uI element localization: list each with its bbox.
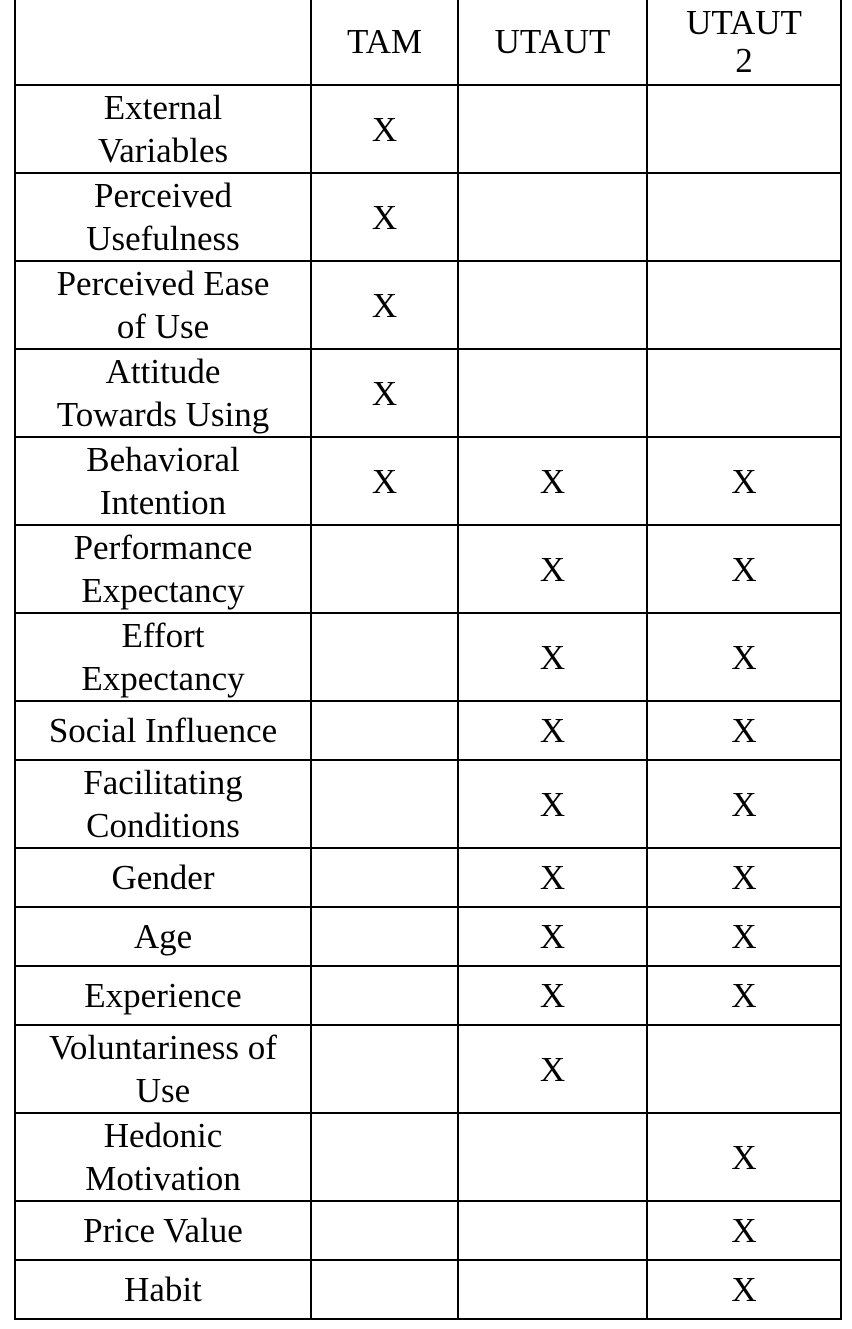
tam-mark-cell: X xyxy=(311,349,458,437)
utaut-mark-cell xyxy=(458,1260,647,1319)
utaut2-mark-cell: X xyxy=(647,613,841,701)
tam-mark-cell xyxy=(311,1201,458,1260)
utaut-mark-cell: X xyxy=(458,701,647,760)
utaut2-mark-cell: X xyxy=(647,701,841,760)
utaut2-mark-cell: X xyxy=(647,907,841,966)
row-label-cell: Experience xyxy=(15,966,311,1025)
table-row xyxy=(15,701,841,760)
row-label-cell: Price Value xyxy=(15,1201,311,1260)
utaut-mark-cell: X xyxy=(458,525,647,613)
table-row xyxy=(15,1113,841,1201)
utaut-mark-cell: X xyxy=(458,907,647,966)
table-row xyxy=(15,261,841,349)
tam-mark-cell xyxy=(311,848,458,907)
row-label-cell: Behavioral Intention xyxy=(15,437,311,525)
table-row xyxy=(15,1201,841,1260)
tam-mark-cell xyxy=(311,525,458,613)
utaut-mark-cell xyxy=(458,1201,647,1260)
utaut2-mark-cell: X xyxy=(647,966,841,1025)
header-cell-utaut: UTAUT xyxy=(458,0,647,85)
utaut-mark-cell: X xyxy=(458,1025,647,1113)
utaut-mark-cell xyxy=(458,1113,647,1201)
table-row xyxy=(15,613,841,701)
utaut-mark-cell: X xyxy=(458,966,647,1025)
row-label-cell: Gender xyxy=(15,848,311,907)
table-row xyxy=(15,173,841,261)
utaut-mark-cell: X xyxy=(458,437,647,525)
row-label-cell: Perceived Ease of Use xyxy=(15,261,311,349)
row-label-cell: Voluntariness of Use xyxy=(15,1025,311,1113)
header-cell-tam: TAM xyxy=(311,0,458,85)
utaut-mark-cell: X xyxy=(458,760,647,848)
tam-mark-cell: X xyxy=(311,261,458,349)
header-cell-utaut2: UTAUT 2 xyxy=(647,0,841,85)
utaut-mark-cell xyxy=(458,349,647,437)
utaut2-mark-cell: X xyxy=(647,1113,841,1201)
utaut2-mark-cell: X xyxy=(647,525,841,613)
table-row xyxy=(15,85,841,173)
table-row xyxy=(15,525,841,613)
table-row xyxy=(15,437,841,525)
utaut-mark-cell xyxy=(458,173,647,261)
tam-mark-cell xyxy=(311,613,458,701)
table-row xyxy=(15,760,841,848)
table-row xyxy=(15,1025,841,1113)
row-label-cell: Social Influence xyxy=(15,701,311,760)
tam-mark-cell xyxy=(311,760,458,848)
tam-mark-cell: X xyxy=(311,437,458,525)
table-body xyxy=(15,85,841,1319)
utaut2-mark-cell xyxy=(647,85,841,173)
header-row xyxy=(15,0,841,85)
utaut2-mark-cell xyxy=(647,173,841,261)
row-label-cell: Perceived Usefulness xyxy=(15,173,311,261)
row-label-cell: Age xyxy=(15,907,311,966)
utaut2-mark-cell xyxy=(647,349,841,437)
utaut2-mark-cell: X xyxy=(647,1201,841,1260)
tam-mark-cell xyxy=(311,701,458,760)
tam-mark-cell xyxy=(311,966,458,1025)
row-label-cell: External Variables xyxy=(15,85,311,173)
utaut-mark-cell xyxy=(458,261,647,349)
table-row xyxy=(15,349,841,437)
tam-mark-cell xyxy=(311,1260,458,1319)
row-label-cell: Attitude Towards Using xyxy=(15,349,311,437)
utaut2-mark-cell xyxy=(647,1025,841,1113)
tam-mark-cell: X xyxy=(311,173,458,261)
table-row xyxy=(15,907,841,966)
table-row xyxy=(15,966,841,1025)
utaut-mark-cell xyxy=(458,85,647,173)
utaut2-mark-cell: X xyxy=(647,1260,841,1319)
utaut2-mark-cell: X xyxy=(647,437,841,525)
row-label-cell: Performance Expectancy xyxy=(15,525,311,613)
utaut2-mark-cell: X xyxy=(647,760,841,848)
tam-mark-cell xyxy=(311,1113,458,1201)
row-label-cell: Habit xyxy=(15,1260,311,1319)
tam-mark-cell xyxy=(311,907,458,966)
utaut-mark-cell: X xyxy=(458,613,647,701)
utaut2-mark-cell xyxy=(647,261,841,349)
row-label-cell: Effort Expectancy xyxy=(15,613,311,701)
table-row xyxy=(15,848,841,907)
model-comparison-table xyxy=(14,0,842,1320)
tam-mark-cell xyxy=(311,1025,458,1113)
tam-mark-cell: X xyxy=(311,85,458,173)
table-row xyxy=(15,1260,841,1319)
header-cell-blank xyxy=(15,0,311,85)
row-label-cell: Hedonic Motivation xyxy=(15,1113,311,1201)
row-label-cell: Facilitating Conditions xyxy=(15,760,311,848)
utaut2-mark-cell: X xyxy=(647,848,841,907)
utaut-mark-cell: X xyxy=(458,848,647,907)
